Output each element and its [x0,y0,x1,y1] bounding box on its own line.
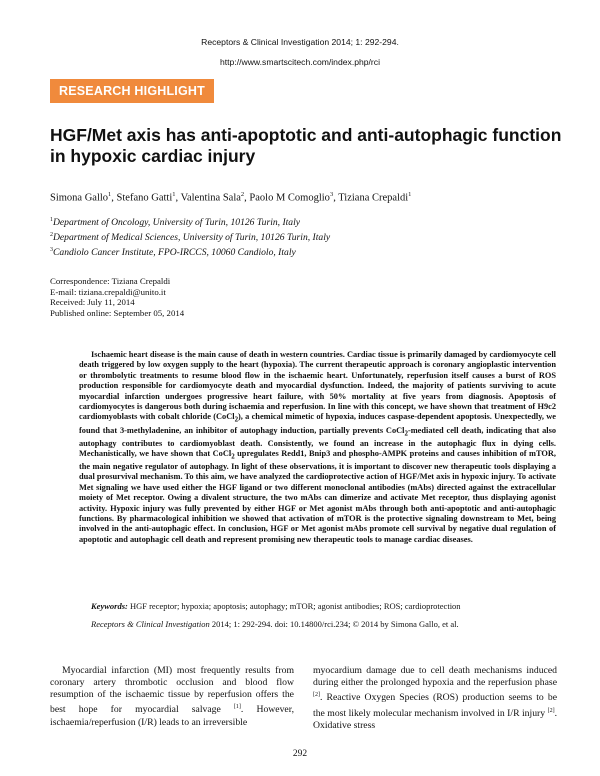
author-affiliation-mark: 1 [172,191,176,198]
abstract: Ischaemic heart disease is the main cause of death in western countries. Cardiac tissue is primarily damaged by cardiomyocyte cell death triggered by low oxygen supply to the heart (hypoxia). The current therapeutic approach is coronary angioplastic intervention or thrombolytic treatments to resume blood flow in the ischaemic heart. Unfortunately, reperfusion itself causes a burst of ROS production responsible for cardiomyocyte death and myocardial dysfunction. Indeed, the majority of patients surviving to acute myocardial infarction undergoes progressive heart failure, with 50% mortality at five years from diagnosis. Apoptosis of cardiomyocytes is dangerous both during ischaemia and reperfusion. In line with this concept, we have shown that treatment of H9c2 cardiomyoblasts with cobalt chloride (CoCl$_2$), a chemical mimetic of hypoxia, induces caspase-dependent apoptosis. Unexpectedly, we found that 3-methyladenine, an inhibitor of autophagy induction, partially prevents CoCl$_2$-mediated cell death, indicating that also autophagy contributes to cardiomyoblast death. Consistently, we found an increase in the autophagic flux in dying cells. Mechanistically, we have shown that CoCl$_2$ upregulates Redd1, Bnip3 and phospho-AMPK proteins and causes inhibition of mTOR, the main negative regulator of autophagy. In light of these observations, it is important to discover new therapeutic tools displaying a dual prosurvival mechanism. To this aim, we have analyzed the cardioprotective action of HGF/Met axis in hypoxic injury. To activate Met signaling we have used either the HGF ligand or two different monoclonal antibodies (mAbs) directed against the extracellular moiety of Met receptor. Owing a divalent structure, the two mAbs can dimerize and activate Met receptor, thus displaying agonist activity. Hypoxic injury was fully prevented by either HGF or Met agonist mAbs through both anti-apoptotic and anti-autophagic functions. By pharmacological inhibition we showed that activation of mTOR is the protective signaling downstream to Met, being involved in the anti-autophagic effect. In conclusion, HGF or Met agonist mAbs promote cell survival by negative dual regulation of apoptotic and autophagic cell death and represent promising new therapeutic tools to manage cardiac diseases. [79,350,556,544]
journal-citation-line: Receptors & Clinical Investigation 2014; 1: 292-294. [201,37,399,47]
citation-details: 2014; 1: 292-294. doi: 10.14800/rci.234; © 2014 by Simona Gallo, et al. [209,619,459,629]
keywords-label: Keywords: [91,601,128,611]
research-highlight-badge: RESEARCH HIGHLIGHT [50,79,214,103]
affiliation: $^1$Department of Oncology, University of Turin, 10126 Turin, Italy [50,217,301,229]
received-date: Received: July 11, 2014 [50,297,135,307]
author-affiliation-mark: 2 [240,191,245,198]
page-number: 292 [292,749,308,759]
reference-mark[interactable]: [2] [313,692,320,699]
author-affiliation-mark: 1 [408,191,412,198]
author-affiliation-mark: 1 [108,191,112,198]
article-title: HGF/Met axis has anti-apoptotic and anti-autophagic function in hypoxic cardiac injury [50,125,562,166]
author-list: Simona Gallo$^1$, Stefano Gatti$^1$, Valentina Sala$^2$, Paolo M Comoglio$^3$, Tiziana Crepaldi$^1$ [50,191,412,204]
citation-line [91,619,561,629]
citation-journal: Receptors & Clinical Investigation [91,619,210,629]
author-name: Stefano Gatti [116,192,173,204]
keywords-text: HGF receptor; hypoxia; apoptosis; autophagy; mTOR; agonist antibodies; ROS; cardioprotection [127,601,461,611]
author-name: Simona Gallo [50,192,109,204]
reference-mark[interactable]: [1] [233,704,241,711]
body-column-right: myocardium damage due to cell death mechanisms induced during either the prolonged hypoxia and the reperfusion phase [2]. Reactive Oxygen Species (ROS) production seems to be the most likely molecular mechanism involved in I/R injury [2]. Oxidative stress [313,665,557,731]
correspondence-email[interactable]: E-mail: tiziana.crepaldi@unito.it [50,286,166,297]
reference-mark[interactable]: [2] [547,707,555,714]
author-affiliation-mark: 3 [329,191,334,198]
author-name: Paolo M Comoglio [249,192,330,204]
journal-url[interactable]: http://www.smartscitech.com/index.php/rci [220,57,380,67]
journal-header [0,36,600,69]
author-name: Tiziana Crepaldi [338,192,409,204]
affiliation-list [50,214,570,260]
correspondence-block [50,276,570,318]
affiliation: $^2$Department of Medical Sciences, University of Turin, 10126 Turin, Italy [50,232,331,244]
published-date: Published online: September 05, 2014 [50,307,185,318]
body-column-left: Myocardial infarction (MI) most frequently results from coronary artery thrombotic occlusion and blood flow resumption of the ischaemic tissue by reperfusion offers the best hope for myocardial salvage [1]. However, ischaemia/reperfusion (I/R) leads to an irreversible [50,665,294,728]
author-name: Valentina Sala [180,192,241,204]
keywords [91,601,561,611]
affiliation: $^3$Candiolo Cancer Institute, FPO-IRCCS, 10060 Candiolo, Italy [50,247,296,259]
correspondence-author: Correspondence: Tiziana Crepaldi [50,276,171,286]
